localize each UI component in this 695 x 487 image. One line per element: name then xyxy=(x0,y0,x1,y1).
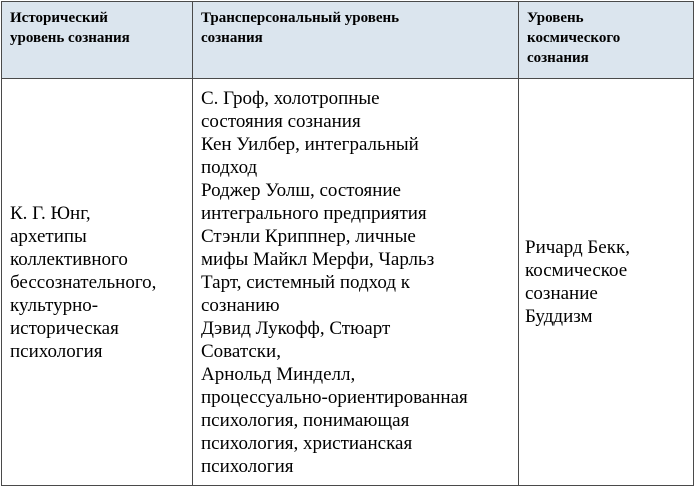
header-cosmic-level: Уровень космического сознания xyxy=(527,10,621,66)
transpersonal-level-content: С. Гроф, холотропные состояния сознания Кен Уилбер, интегральный подход Роджер Уолш, состояние интегрального предприятия Стэнли Криппнер, личные мифы Майкл Мерфи, Чарльз Тарт, системный подход к сознанию Дэвид Лукофф, Стюарт Соватски, Арнольд Минделл, процессуально-ориентированная психология, понимающая психология, христианская психология xyxy=(201,87,468,477)
consciousness-levels-table xyxy=(1,1,694,486)
table-header-row xyxy=(2,2,694,79)
cosmic-level-content: Ричард Бекк, космическое сознание Буддизм xyxy=(525,237,630,327)
table-row xyxy=(2,79,694,486)
header-cell-transpersonal xyxy=(193,2,519,79)
body-cell-historical xyxy=(2,79,193,486)
body-cell-cosmic xyxy=(519,79,694,486)
header-transpersonal-level: Трансперсональный уровень сознания xyxy=(201,10,400,46)
header-historical-level: Исторический уровень сознания xyxy=(10,10,130,46)
body-cell-transpersonal xyxy=(193,79,519,486)
header-cell-cosmic xyxy=(519,2,694,79)
header-cell-historical xyxy=(2,2,193,79)
historical-level-content: К. Г. Юнг, архетипы коллективного бессознательного, культурно- историческая психология xyxy=(10,202,157,362)
